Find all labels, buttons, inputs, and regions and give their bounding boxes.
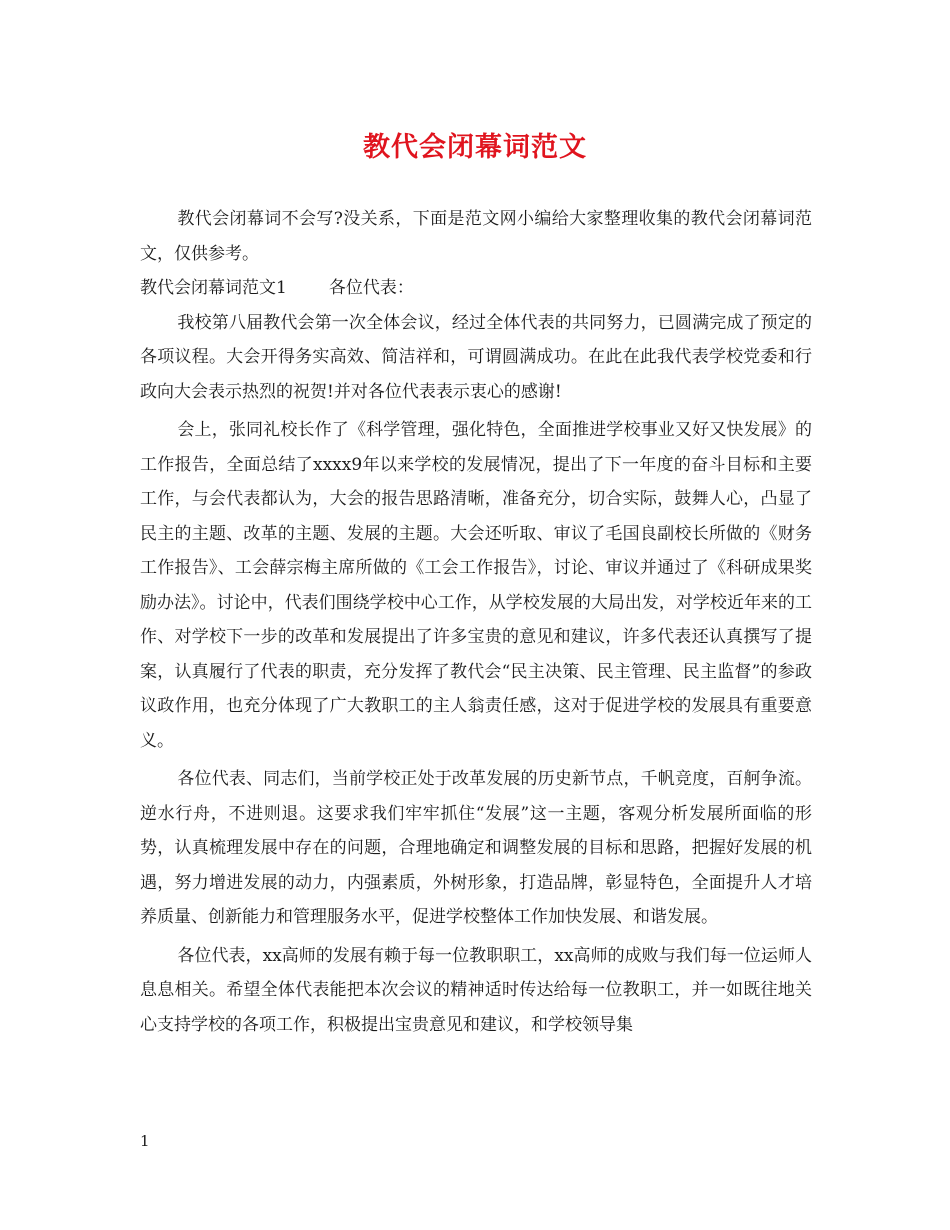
body-paragraph: 会上，张同礼校长作了《科学管理，强化特色，全面推进学校事业又好又快发展》的工作报告，全面总结了xxxx9年以来学校的发展情况，提出了下一年度的奋斗目标和主要工作，与会代表都认为，大会的报告思路清晰，准备充分，切合实际，鼓舞人心，凸显了民主的主题、改革的主题、发展的主题。大会还听取、审议了毛国良副校长所做的《财务工作报告》、工会薛宗梅主席所做的《工会工作报告》，讨论、审议并通过了《科研成果奖励办法》。讨论中，代表们围绕学校中心工作，从学校发展的大局出发，对学校近年来的工作、对学校下一步的改革和发展提出了许多宝贵的意见和建议，许多代表还认真撰写了提案，认真履行了代表的职责，充分发挥了教代会“民主决策、民主管理、民主监督”的参政议政作用，也充分体现了广大教职工的主人翁责任感，这对于促进学校的发展具有重要意义。 [140, 420, 812, 751]
intro-paragraph: 教代会闭幕词不会写?没关系，下面是范文网小编给大家整理收集的教代会闭幕词范文，仅供参考。 [140, 209, 812, 264]
page-number: 1 [140, 1132, 150, 1150]
document-body [140, 202, 812, 1042]
body-paragraph: 我校第八届教代会第一次全体会议，经过全体代表的共同努力，已圆满完成了预定的各项议程。大会开得务实高效、简洁祥和，可谓圆满成功。在此在此我代表学校党委和行政向大会表示热烈的祝贺!并对各位代表表示衷心的感谢! [140, 312, 812, 402]
body-paragraph: 各位代表，xx高师的发展有赖于每一位教职职工，xx高师的成败与我们每一位运师人息息相关。希望全体代表能把本次会议的精神适时传达给每一位教职工，并一如既往地关心支持学校的各项工作，积极提出宝贵意见和建议，和学校领导集 [140, 945, 812, 1035]
document-title: 教代会闭幕词范文 [363, 132, 587, 163]
section-heading-line [140, 271, 812, 306]
greeting: 各位代表： [328, 278, 414, 298]
body-paragraph: 各位代表、同志们，当前学校正处于改革发展的历史新节点，千帆竞度，百舸争流。逆水行舟，不进则退。这要求我们牢牢抓住“发展”这一主题，客观分析发展所面临的形势，认真梳理发展中存在的问题，合理地确定和调整发展的目标和思路，把握好发展的机遇，努力增进发展的动力，内强素质，外树形象，打造品牌，彰显特色，全面提升人才培养质量、创新能力和管理服务水平，促进学校整体工作加快发展、和谐发展。 [140, 769, 812, 927]
section-heading: 教代会闭幕词范文1 [140, 278, 287, 298]
